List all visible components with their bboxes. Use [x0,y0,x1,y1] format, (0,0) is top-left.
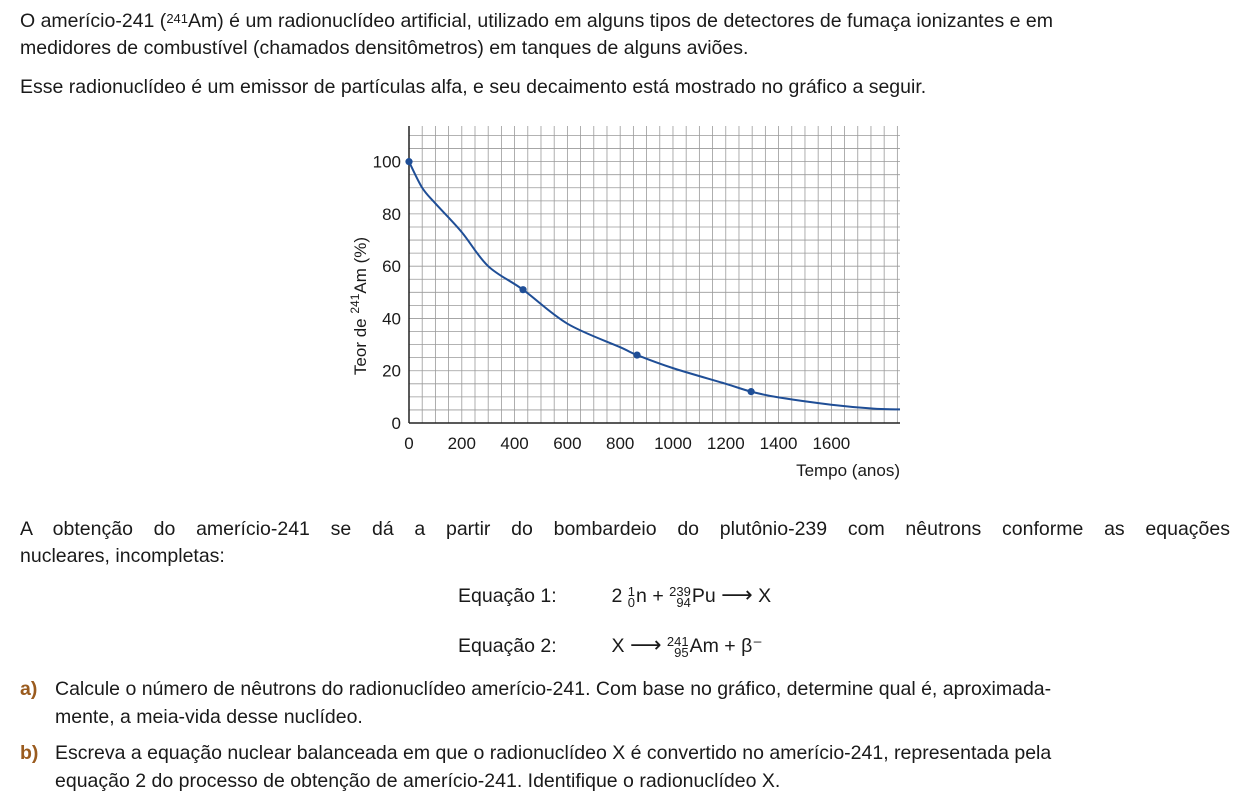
equation-2-label: Equação 2: [458,635,557,657]
equation-1-label: Equação 1: [458,585,557,607]
question-b [20,739,1232,797]
question-b-label: b) [20,742,39,764]
x-tick-label: 800 [605,434,635,453]
intro-text-start: O amerício-241 ( [20,10,167,32]
americium-indices [666,633,689,660]
reaction-arrow: ⟶ [629,632,662,657]
production-line-1: A obtenção do amerício-241 se dá a partir do bombardeio do plutônio-239 com nêutrons conforme as equações [20,518,1230,540]
y-tick-label: 20 [382,361,401,381]
x-axis-label: Tempo (anos) [796,461,900,480]
neutron-atomic: 0 [627,594,636,610]
intro-line-2: medidores de combustível (chamados densitômetros) em tanques de alguns aviões. [20,37,749,59]
intro-text-rest: Am) é um radionuclídeo artificial, utilizado em alguns tipos de detectores de fumaça ionizantes e em [188,10,1053,32]
y-tick-label: 100 [372,152,401,172]
question-a-label: a) [20,678,38,700]
equation-2 [458,632,763,658]
x-tick-label: 0 [404,434,414,453]
y-label-suffix: Am (%) [351,236,370,294]
chart-points [405,158,754,395]
neutron-mass: 1 [627,583,636,599]
question-a-text [55,675,1232,731]
x-tick-label: 400 [500,434,529,453]
y-label-prefix: Teor de [351,313,370,376]
data-point [405,158,412,165]
decay-curve [409,162,900,410]
question-a-line-2: mente, a meia-vida desse nuclídeo. [55,706,363,728]
y-axis-label [348,237,370,375]
decay-chart [330,118,920,488]
neutron-symbol: n [636,585,647,607]
americium-atomic: 95 [674,644,689,660]
question-b-line-2: equação 2 do processo de obtenção de amerício-241. Identifique o radionuclídeo X. [55,770,781,792]
x-tick-label: 600 [553,434,582,453]
plutonium-indices [669,583,691,610]
data-point [519,286,526,293]
y-tick-label: 0 [391,414,401,433]
production-paragraph [20,516,1230,570]
chart-grid [409,126,900,423]
question-b-line-1: Escreva a equação nuclear balanceada em que o radionuclídeo X é convertido no amerício-241, representada pela [55,742,1052,764]
am-mass-superscript: 241 [166,11,189,26]
intro-paragraph [20,8,1230,62]
plutonium-mass: 239 [669,583,691,599]
plus-sign: + [652,585,664,607]
beta-particle: β⁻ [741,635,763,657]
production-line-2: nucleares, incompletas: [20,545,225,567]
data-point [748,388,755,395]
equation-1 [458,582,771,608]
question-b-text [55,739,1232,795]
plus-sign: + [724,635,736,657]
question-a [20,675,1232,733]
x-tick-label: 1400 [759,434,798,453]
plutonium-symbol: Pu [691,585,716,607]
reaction-arrow: ⟶ [721,582,753,607]
intro-paragraph-2: Esse radionuclídeo é um emissor de partículas alfa, e seu decaimento está mostrado no gráfico a seguir. [20,76,927,98]
neutron-coefficient: 2 [611,585,623,607]
question-a-line-1: Calcule o número de nêutrons do radionuclídeo amerício-241. Com base no gráfico, determine qual é, aproximada- [55,678,1052,700]
x-tick-labels [404,434,850,453]
y-tick-label: 60 [382,257,401,277]
data-point [633,351,640,358]
product-x: X [758,585,772,607]
y-label-mass: 241 [348,293,362,314]
plutonium-atomic: 94 [676,594,691,610]
x-tick-label: 1600 [812,434,851,453]
chart-axes [409,126,900,423]
americium-mass: 241 [666,633,689,649]
y-tick-label: 80 [382,204,401,224]
x-tick-label: 1000 [654,434,692,453]
intro-line-1 [20,8,1230,35]
x-tick-label: 200 [447,434,476,453]
neutron-indices [627,583,636,610]
reactant-x: X [611,635,625,657]
x-tick-label: 1200 [706,434,745,453]
americium-symbol: Am [689,635,719,657]
y-tick-labels [373,153,401,433]
y-tick-label: 40 [382,309,401,329]
